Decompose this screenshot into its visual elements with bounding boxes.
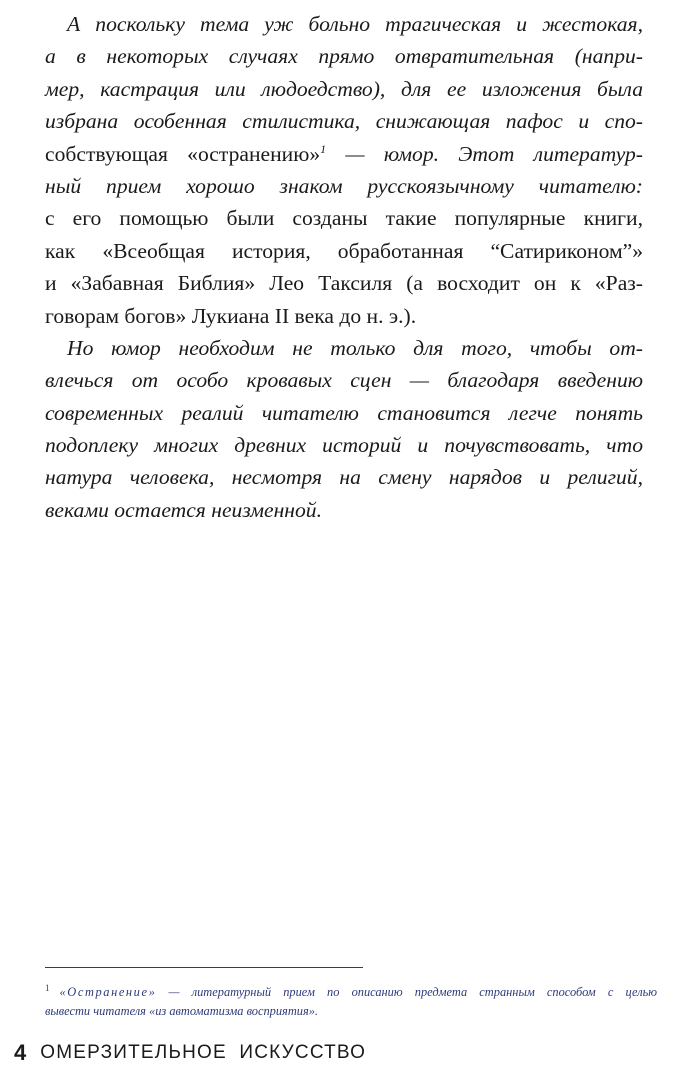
text-line: ный прием хорошо знаком русскоязычному читателю: [45, 173, 643, 198]
footnote [45, 983, 657, 1021]
footnote-term: «Остранение» [59, 985, 157, 999]
paragraph-2 [45, 332, 643, 526]
book-title: ОМЕРЗИТЕЛЬНОЕ ИСКУССТВО [40, 1042, 367, 1063]
footnote-line [45, 983, 657, 1002]
text-line: и «Забавная Библия» Лео Таксиля (а восходит он к «Раз- [45, 271, 643, 296]
footnote-text: — литературный прием по описанию предмета странным способом с целью [156, 985, 657, 999]
text-segment: — юмор. Этот литератур- [326, 141, 643, 166]
footnote-divider [45, 967, 363, 968]
text-line: мер, кастрация или людоедство), для ее изложения была [45, 76, 643, 101]
text-line: влечься от особо кровавых сцен — благодаря введению [45, 368, 643, 393]
text-line: веками остается неизменной. [45, 497, 323, 522]
footnote-reference[interactable]: 1 [320, 141, 327, 156]
text-segment: собствующая «остранению» [45, 141, 321, 166]
text-line: Но юмор необходим не только для того, чтобы от- [67, 335, 643, 360]
running-footer [14, 1038, 366, 1068]
paragraph-1 [45, 8, 643, 332]
text-line: избрана особенная стилистика, снижающая пафос и спо- [45, 109, 643, 134]
text-line: как «Всеобщая история, обработанная “Сатириконом”» [45, 238, 643, 263]
footnote-number: 1 [45, 982, 50, 993]
footnote-line: вывести читателя «из автоматизма восприятия». [45, 1004, 319, 1018]
text-line: а в некоторых случаях прямо отвратительная (напри- [45, 44, 643, 69]
text-line: говорам богов» Лукиана II века до н. э.). [45, 303, 417, 328]
text-line: подоплеку многих древних историй и почувствовать, что [45, 433, 643, 458]
text-line: с его помощью были созданы такие популярные книги, [45, 206, 643, 231]
main-text [45, 8, 643, 526]
text-line: натура человека, несмотря на смену нарядов и религий, [45, 465, 643, 490]
page-number: 4 [14, 1040, 27, 1065]
text-line: А поскольку тема уж больно трагическая и жестокая, [67, 12, 643, 36]
text-line: современных реалий читателю становится легче понять [45, 400, 643, 425]
text-line [45, 138, 643, 170]
